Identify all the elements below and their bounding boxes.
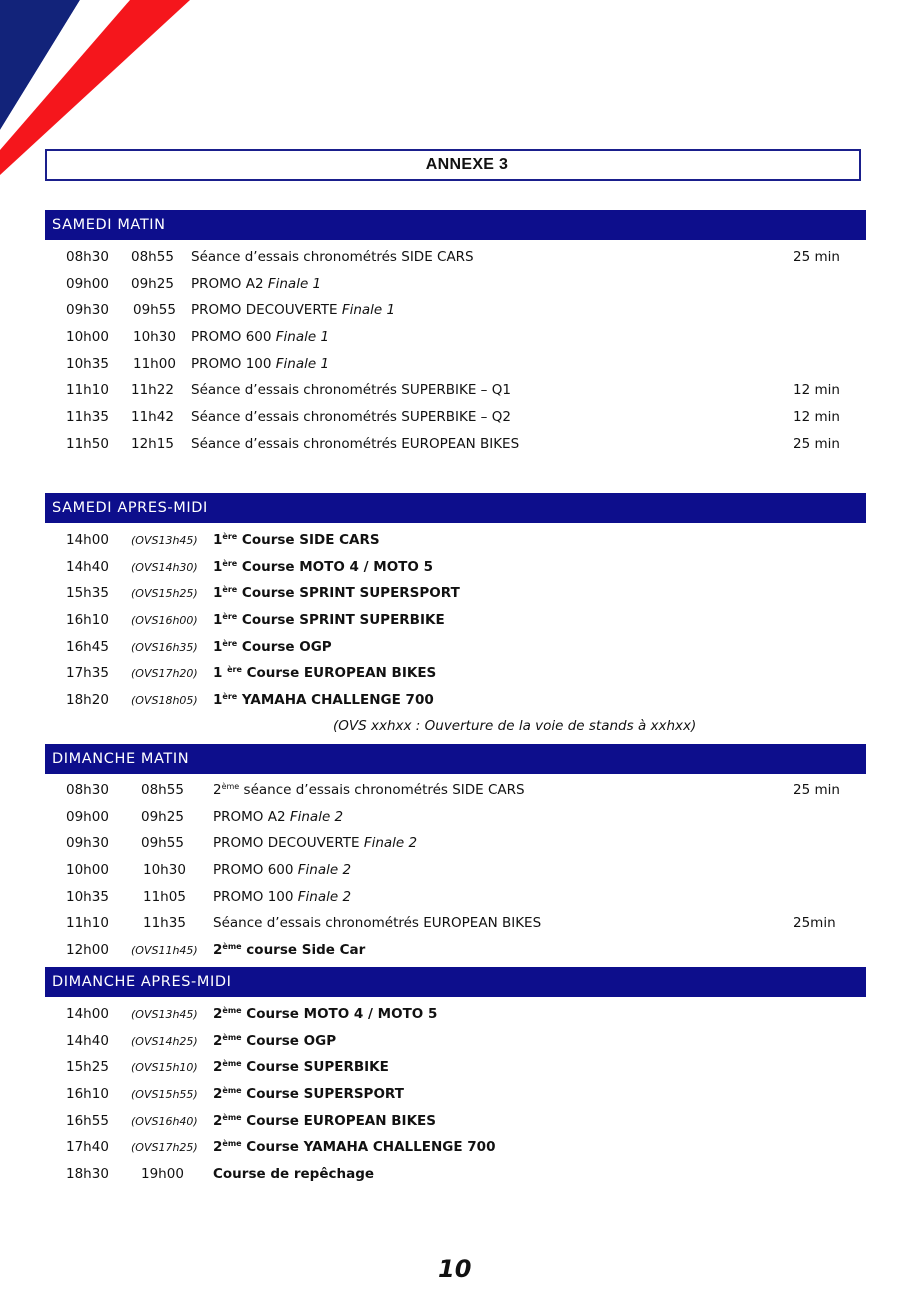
schedule-row: [0, 1134, 919, 1161]
end-time: 19h00: [141, 1166, 184, 1183]
session-label: PROMO DECOUVERTE Finale 2: [213, 835, 418, 852]
start-time: 11h10: [66, 915, 109, 932]
end-time: 08h55: [131, 249, 174, 265]
schedule-row: [0, 884, 919, 911]
schedule-row: [0, 431, 919, 458]
end-time: 11h05: [143, 888, 186, 905]
duration: 25min: [793, 915, 836, 932]
end-time: 09h25: [131, 275, 174, 292]
pit-lane-opening: (OVS16h40): [131, 1114, 198, 1128]
race-label: 2ème course Side Car: [213, 942, 366, 959]
schedule-row: [0, 580, 919, 607]
race-label: 1ère Course OGP: [213, 638, 332, 655]
start-time: 17h40: [66, 1139, 109, 1156]
session-label: Séance d’essais chronométrés SUPERBIKE – Q2: [191, 409, 511, 426]
pit-lane-opening: (OVS14h30): [131, 560, 198, 574]
schedule-row: [0, 857, 919, 884]
schedule-row: [0, 660, 919, 687]
pit-lane-opening: (OVS15h25): [131, 587, 198, 601]
schedule-row: [0, 607, 919, 634]
start-time: 11h10: [66, 382, 109, 399]
schedule-row: [0, 527, 919, 554]
pit-lane-opening: (OVS15h10): [131, 1061, 198, 1075]
schedule-row: [0, 554, 919, 581]
race-label: 1ère Course MOTO 4 / MOTO 5: [213, 558, 433, 575]
end-time: 11h35: [143, 915, 186, 932]
schedule-row: [0, 634, 919, 661]
start-time: 15h35: [66, 585, 109, 602]
session-label: PROMO 600 Finale 1: [191, 329, 330, 346]
schedule-row: [0, 271, 919, 298]
race-label: 1ère Course SPRINT SUPERSPORT: [213, 585, 460, 602]
start-time: 17h35: [66, 665, 109, 682]
schedule-row: [0, 297, 919, 324]
race-label: 2ème Course YAMAHA CHALLENGE 700: [213, 1139, 496, 1156]
schedule-row: [0, 244, 919, 271]
schedule-row: [0, 937, 919, 964]
start-time: 10h00: [66, 862, 109, 879]
schedule-row: [0, 910, 919, 937]
start-time: 11h50: [66, 435, 109, 452]
duration: 25 min: [793, 435, 840, 452]
start-time: 14h00: [66, 532, 109, 548]
race-label: 2ème Course EUROPEAN BIKES: [213, 1112, 436, 1129]
annex-title: ANNEXE 3: [425, 156, 509, 173]
schedule-samedi-matin: [0, 244, 919, 458]
schedule-row: [0, 1028, 919, 1055]
schedule-row: [0, 1054, 919, 1081]
schedule-dimanche-matin: [0, 777, 919, 964]
race-label: 1ère Course SPRINT SUPERBIKE: [213, 612, 445, 629]
schedule-row: [0, 324, 919, 351]
section-header-dimanche-apres-midi: [45, 967, 866, 997]
start-time: 09h30: [66, 302, 109, 319]
race-label: 1ère Course SIDE CARS: [213, 532, 380, 548]
ovs-note: (OVS xxhxx : Ouverture de la voie de stands à xxhxx): [333, 718, 697, 734]
race-label: 2ème Course SUPERBIKE: [213, 1059, 389, 1076]
pit-lane-opening: (OVS13h45): [131, 1008, 198, 1021]
session-label: PROMO 100 Finale 1: [191, 355, 330, 372]
schedule-row: [0, 777, 919, 804]
section-header-dimanche-matin: [45, 744, 866, 774]
start-time: 12h00: [66, 942, 109, 959]
duration: 12 min: [793, 382, 840, 399]
end-time: 08h55: [141, 782, 184, 798]
end-time: 09h25: [141, 808, 184, 825]
start-time: 09h00: [66, 275, 109, 292]
start-time: 10h00: [66, 329, 109, 346]
pit-lane-opening: (OVS17h20): [131, 667, 198, 681]
schedule-row: [0, 351, 919, 378]
page-number: 10: [438, 1255, 472, 1283]
start-time: 14h00: [66, 1006, 109, 1022]
session-label: PROMO A2 Finale 2: [213, 808, 344, 825]
end-time: 11h22: [131, 382, 174, 399]
session-label: PROMO DECOUVERTE Finale 1: [191, 302, 396, 319]
race-label: 2ème Course OGP: [213, 1032, 337, 1049]
section-header-samedi-apres-midi: [45, 493, 866, 523]
pit-lane-opening: (OVS11h45): [131, 944, 198, 958]
session-label: Séance d’essais chronométrés SUPERBIKE – Q1: [191, 382, 511, 399]
pit-lane-opening: (OVS14h25): [131, 1034, 198, 1048]
start-time: 18h30: [66, 1166, 109, 1183]
start-time: 11h35: [66, 409, 109, 426]
pit-lane-opening: (OVS18h05): [131, 694, 198, 708]
race-label: Course de repêchage: [213, 1166, 375, 1183]
start-time: 15h25: [66, 1059, 109, 1076]
session-label: PROMO A2 Finale 1: [191, 275, 322, 292]
start-time: 16h10: [66, 612, 109, 629]
start-time: 16h45: [66, 638, 109, 655]
schedule-row: [0, 1001, 919, 1028]
start-time: 09h00: [66, 808, 109, 825]
pit-lane-opening: (OVS17h25): [131, 1141, 198, 1155]
start-time: 14h40: [66, 1032, 109, 1049]
start-time: 10h35: [66, 355, 109, 372]
duration: 25 min: [793, 782, 840, 798]
section-title: DIMANCHE APRES-MIDI: [52, 974, 232, 990]
session-label: PROMO 600 Finale 2: [213, 862, 352, 879]
duration: 12 min: [793, 409, 840, 426]
start-time: 08h30: [66, 782, 109, 798]
schedule-row: [0, 1108, 919, 1135]
schedule-row: [0, 1161, 919, 1188]
schedule-row: [0, 377, 919, 404]
start-time: 16h10: [66, 1086, 109, 1103]
start-time: 18h20: [66, 692, 109, 709]
schedule-row: [0, 804, 919, 831]
start-time: 14h40: [66, 558, 109, 575]
duration: 25 min: [793, 249, 840, 265]
annex-title-box: [45, 149, 861, 181]
session-label: 2ème séance d’essais chronométrés SIDE CARS: [213, 782, 525, 798]
end-time: 09h55: [133, 302, 176, 319]
session-label: PROMO 100 Finale 2: [213, 888, 352, 905]
pit-lane-opening: (OVS16h35): [131, 640, 198, 654]
session-label: Séance d’essais chronométrés EUROPEAN BIKES: [213, 915, 542, 932]
pit-lane-opening: (OVS13h45): [131, 534, 198, 547]
end-time: 10h30: [133, 329, 176, 346]
session-label: Séance d’essais chronométrés EUROPEAN BIKES: [191, 435, 520, 452]
race-label: 1 $^{ère}$ Course EUROPEAN BIKES: [213, 665, 437, 682]
schedule-row: [0, 830, 919, 857]
race-label: 2ème Course MOTO 4 / MOTO 5: [213, 1006, 438, 1022]
start-time: 16h55: [66, 1112, 109, 1129]
schedule-row: [0, 1081, 919, 1108]
end-time: 11h42: [131, 409, 174, 426]
schedule-dimanche-apres-midi: [0, 1001, 919, 1188]
end-time: 09h55: [141, 835, 184, 852]
start-time: 10h35: [66, 888, 109, 905]
session-label: Séance d’essais chronométrés SIDE CARS: [191, 249, 474, 265]
start-time: 09h30: [66, 835, 109, 852]
pit-lane-opening: (OVS16h00): [131, 614, 198, 628]
end-time: 11h00: [133, 355, 176, 372]
section-title: SAMEDI APRES-MIDI: [52, 500, 208, 516]
schedule-row: [0, 404, 919, 431]
end-time: 10h30: [143, 862, 186, 879]
end-time: 12h15: [131, 435, 174, 452]
section-header-samedi-matin: [45, 210, 866, 240]
race-label: 1ère YAMAHA CHALLENGE 700: [213, 692, 434, 709]
schedule-row: [0, 687, 919, 714]
race-label: 2ème Course SUPERSPORT: [213, 1086, 404, 1103]
section-title: SAMEDI MATIN: [52, 217, 166, 233]
pit-lane-opening: (OVS15h55): [131, 1088, 198, 1102]
schedule-samedi-apres-midi: [0, 527, 919, 714]
start-time: 08h30: [66, 249, 109, 265]
section-title: DIMANCHE MATIN: [52, 751, 190, 767]
